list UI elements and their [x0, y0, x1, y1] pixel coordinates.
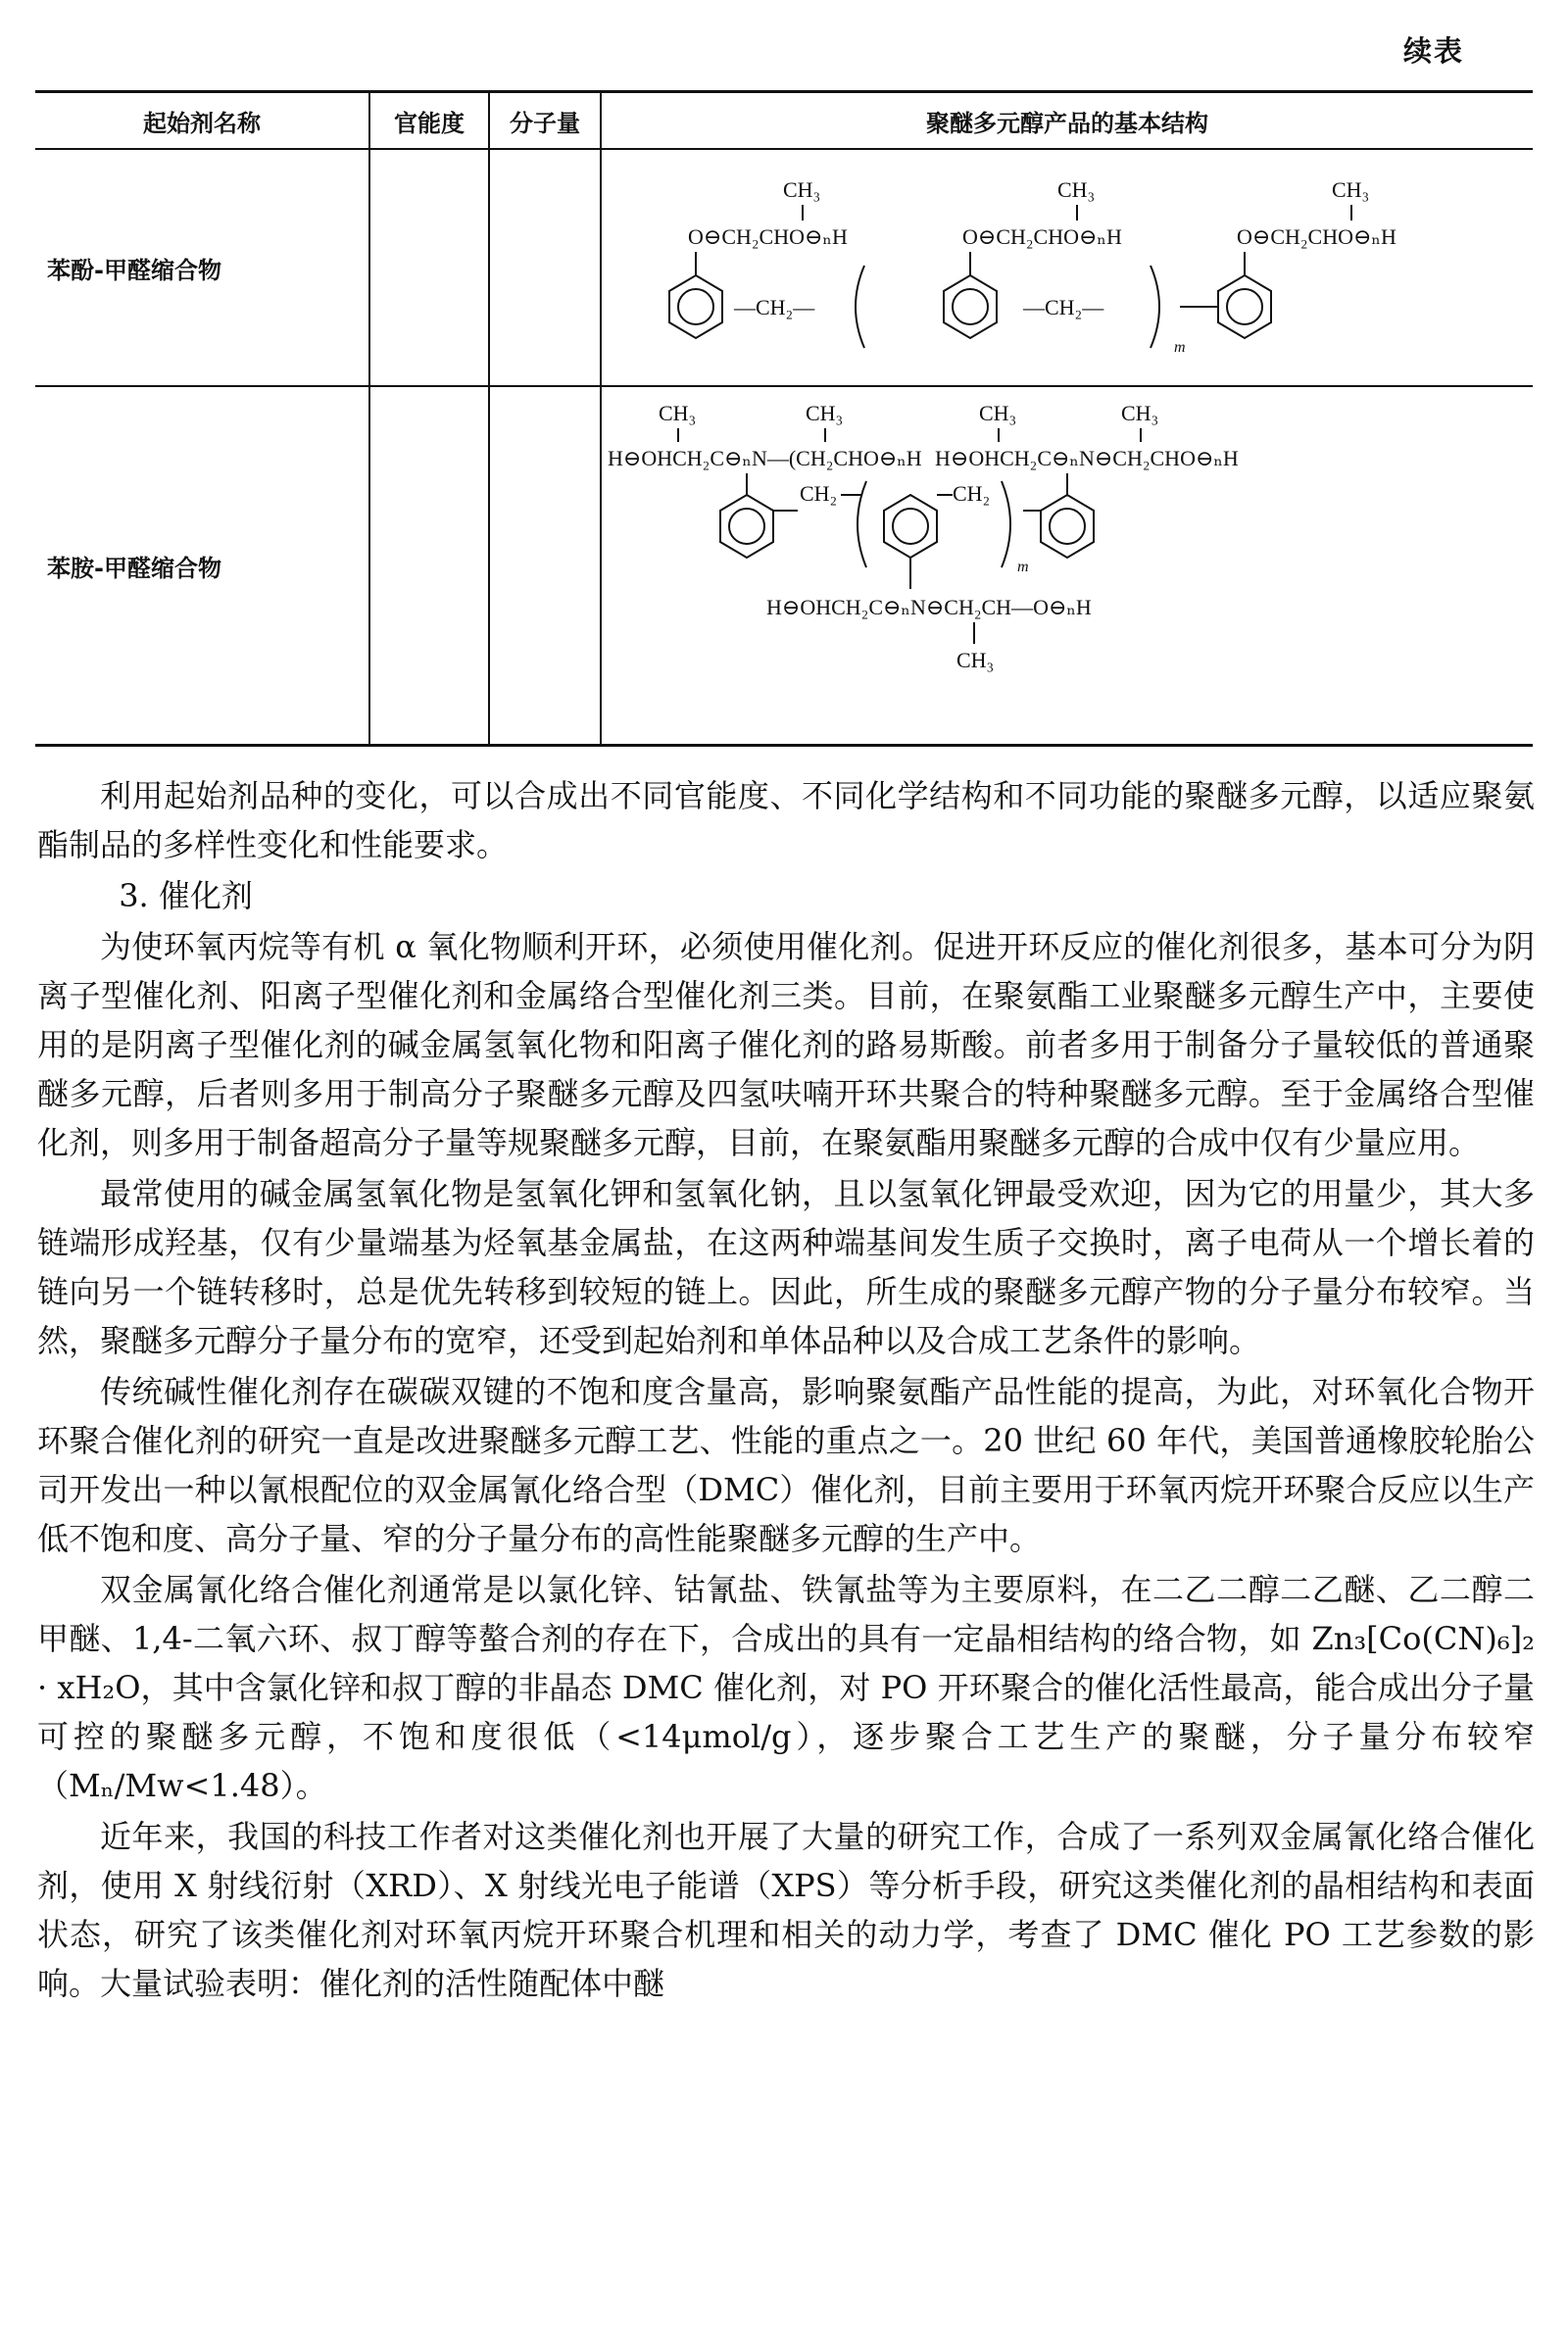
structure-cell [601, 149, 1533, 386]
starter-table [35, 90, 1533, 747]
starter-name-cell: 苯酚-甲醛缩合物 [35, 149, 369, 386]
benzene-ring [944, 275, 997, 338]
ch3-label: CH₃ [1332, 177, 1370, 202]
paragraph: 利用起始剂品种的变化，可以合成出不同官能度、不同化学结构和不同功能的聚醚多元醇，以适应聚氨酯制品的多样性变化和性能要求。 [37, 777, 1535, 863]
ch3-label: CH₃ [1121, 401, 1159, 425]
continued-table-label: 续表 [1403, 34, 1465, 68]
ch3-label: CH₃ [783, 177, 821, 202]
paragraph: 双金属氰化络合催化剂通常是以氯化锌、钴氰盐、铁氰盐等为主要原料，在二乙二醇二乙醚、乙二醇二甲醚、1,4-二氧六环、叔丁醇等螯合剂的存在下，合成出的具有一定晶相结构的络合物，如 Zn₃[Co(CN)₆]₂ · xH₂O，其中含氯化锌和叔丁醇的非晶态 DMC 催化剂，对 PO 开环聚合的催化活性最高，能合成出分子量可控的聚醚多元醇，不饱和度很低（<14μmol/g），逐步聚合工艺生产的聚醚，分子量分布较窄（Mₙ/Mw<1.48）。 [37, 1571, 1535, 1804]
molecular-weight-cell [489, 386, 601, 746]
benzene-ring [1041, 495, 1094, 558]
table-row [35, 386, 1533, 746]
molecular-weight-cell [489, 149, 601, 386]
benzene-ring [669, 275, 722, 338]
functionality-cell [369, 149, 489, 386]
methylene-bridge: —CH₂— [1023, 295, 1104, 319]
methylene-bridge: CH₂ [800, 481, 838, 506]
ch3-label: CH₃ [659, 401, 697, 425]
benzene-ring [1218, 275, 1271, 338]
repeat-bracket-close [1002, 481, 1010, 567]
ch3-label: CH₃ [806, 401, 844, 425]
section-heading: 3. 催化剂 [119, 877, 253, 914]
polyether-chain: O⊖CH₂CHO⊖ₙH [962, 224, 1122, 249]
polyether-chain: O⊖CH₂CHO⊖ₙH [688, 224, 848, 249]
paragraph: 传统碱性催化剂存在碳碳双键的不饱和度含量高，影响聚氨酯产品性能的提高，为此，对环氧化合物开环聚合催化剂的研究一直是改进聚醚多元醇工艺、性能的重点之一。20 世纪 60 年代，美国普通橡胶轮胎公司开发出一种以氰根配位的双金属氰化络合型（DMC）催化剂，目前主要用于环氧丙烷开环聚合反应以生产低不饱和度、高分子量、窄的分子量分布的高性能聚醚多元醇的生产中。 [37, 1373, 1535, 1557]
header-starter-name: 起始剂名称 [35, 92, 369, 150]
repeat-bracket-open [856, 266, 864, 348]
repeat-index: m [1017, 559, 1029, 575]
polyether-chain-bottom: H⊖OHCH₂C⊖ₙN⊖CH₂CH—O⊖ₙH [766, 595, 1092, 619]
benzene-ring [720, 495, 773, 558]
table-header-row [35, 92, 1533, 150]
starter-name-cell: 苯胺-甲醛缩合物 [35, 386, 369, 746]
polyether-chain-left: H⊖OHCH₂C⊖ₙN—(CH₂CHO⊖ₙH [608, 446, 922, 470]
ch3-label: CH₃ [1057, 177, 1096, 202]
repeat-index: m [1174, 339, 1186, 356]
methylene-bridge: —CH₂— [734, 295, 815, 319]
polyether-chain: O⊖CH₂CHO⊖ₙH [1237, 224, 1396, 249]
phenol-formaldehyde-structure [602, 150, 1533, 381]
ch3-label: CH₃ [956, 648, 995, 672]
body-text [37, 771, 1535, 2010]
paragraph: 近年来，我国的科技工作者对这类催化剂也开展了大量的研究工作，合成了一系列双金属氰化络合催化剂，使用 X 射线衍射（XRD）、X 射线光电子能谱（XPS）等分析手段，研究这类催化剂的晶相结构和表面状态，研究了该类催化剂对环氧丙烷开环聚合机理和相关的动力学，考查了 DMC 催化 PO 工艺参数的影响。大量试验表明：催化剂的活性随配体中醚 [37, 1818, 1535, 2002]
methylene-bridge: CH₂ [953, 481, 991, 506]
paragraph: 为使环氧丙烷等有机 α 氧化物顺利开环，必须使用催化剂。促进开环反应的催化剂很多，基本可分为阴离子型催化剂、阳离子型催化剂和金属络合型催化剂三类。目前，在聚氨酯工业聚醚多元醇生产中，主要使用的是阴离子型催化剂的碱金属氢氧化物和阳离子催化剂的路易斯酸。前者多用于制备分子量较低的普通聚醚多元醇，后者则多用于制高分子聚醚多元醇及四氢呋喃开环共聚合的特种聚醚多元醇。至于金属络合型催化剂，则多用于制备超高分子量等规聚醚多元醇，目前，在聚氨酯用聚醚多元醇的合成中仅有少量应用。 [37, 928, 1535, 1161]
table-row [35, 149, 1533, 386]
ch3-label: CH₃ [979, 401, 1017, 425]
repeat-bracket-close [1151, 266, 1159, 348]
header-structure: 聚醚多元醇产品的基本结构 [601, 92, 1533, 150]
paragraph: 最常使用的碱金属氢氧化物是氢氧化钾和氢氧化钠，且以氢氧化钾最受欢迎，因为它的用量少，其大多链端形成羟基，仅有少量端基为烃氧基金属盐，在这两种端基间发生质子交换时，离子电荷从一个增长着的链向另一个链转移时，总是优先转移到较短的链上。因此，所生成的聚醚多元醇产物的分子量分布较窄。当然，聚醚多元醇分子量分布的宽窄，还受到起始剂和单体品种以及合成工艺条件的影响。 [37, 1175, 1535, 1359]
header-functionality: 官能度 [369, 92, 489, 150]
polyether-chain-right: H⊖OHCH₂C⊖ₙN⊖CH₂CHO⊖ₙH [935, 446, 1239, 470]
functionality-cell [369, 386, 489, 746]
aniline-formaldehyde-structure [602, 387, 1533, 740]
header-molecular-weight: 分子量 [489, 92, 601, 150]
benzene-ring [884, 495, 937, 558]
structure-cell [601, 386, 1533, 746]
